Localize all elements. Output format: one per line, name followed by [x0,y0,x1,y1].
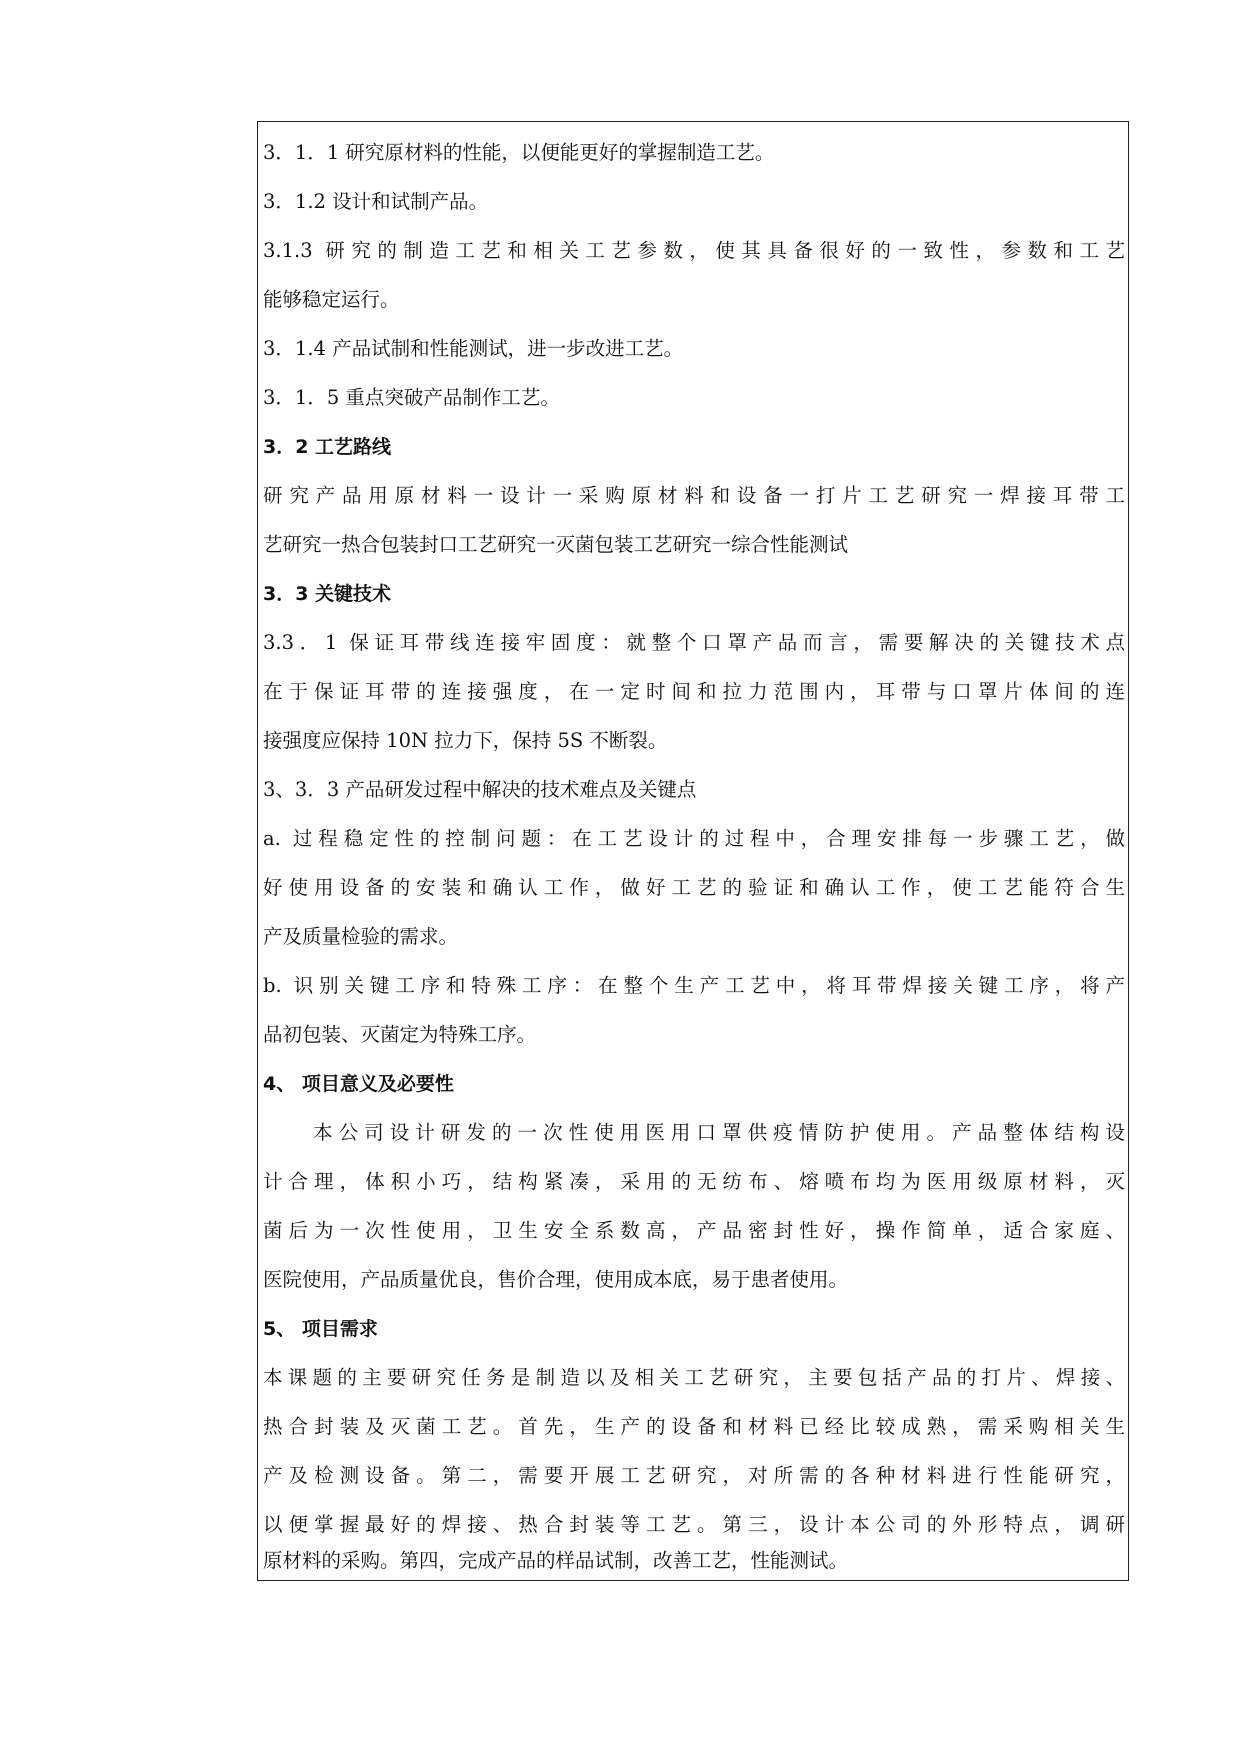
key-tech-3-3-3: 3、3．3 产品研发过程中解决的技术难点及关键点 [263,778,697,801]
significance-line-2: 计合理，体积小巧，结构紧凑，采用的无纺布、熔喷布均为医用级原材料，灭 [263,1170,1125,1193]
key-tech-3-3-1-line-1: 3.3．1 保证耳带线连接牢固度：就整个口罩产品而言，需要解决的关键技术点 [263,631,1125,654]
significance-line-1: 本公司设计研发的一次性使用医用口罩供疫情防护使用。产品整体结构设 [313,1121,1125,1144]
requirements-line-5: 原材料的采购。第四，完成产品的样品试制，改善工艺，性能测试。 [263,1549,849,1572]
item-a-line-2: 好使用设备的安装和确认工作，做好工艺的验证和确认工作，使工艺能符合生 [263,876,1125,899]
key-tech-3-3-1-line-2: 在于保证耳带的连接强度，在一定时间和拉力范围内，耳带与口罩片体间的连 [263,680,1125,703]
requirements-line-1: 本课题的主要研究任务是制造以及相关工艺研究，主要包括产品的打片、焊接、 [263,1366,1125,1389]
requirements-line-3: 产及检测设备。第二，需要开展工艺研究，对所需的各种材料进行性能研究， [263,1464,1125,1487]
requirements-line-4: 以便掌握最好的焊接、热合封装等工艺。第三，设计本公司的外形特点，调研 [263,1513,1125,1536]
item-3-1-1: 3．1．1 研究原材料的性能，以便能更好的掌握制造工艺。 [263,141,775,164]
item-b-line-1: b. 识别关键工序和特殊工序：在整个生产工艺中，将耳带焊接关键工序，将产 [263,974,1125,997]
item-b-line-2: 品初包装、灭菌定为特殊工序。 [263,1023,537,1046]
key-tech-3-3-1-line-3: 接强度应保持 10N 拉力下，保持 5S 不断裂。 [263,729,668,752]
item-a-line-3: 产及质量检验的需求。 [263,925,459,948]
significance-line-3: 菌后为一次性使用，卫生安全系数高，产品密封性好，操作简单，适合家庭、 [263,1219,1125,1242]
heading-requirements: 5、 项目需求 [263,1318,378,1340]
item-3-1-5: 3．1．5 重点突破产品制作工艺。 [263,386,560,409]
heading-significance: 4、 项目意义及必要性 [263,1073,454,1095]
item-3-1-3-cont: 能够稳定运行。 [263,288,400,311]
heading-process-route: 3．2 工艺路线 [263,436,392,458]
item-3-1-2: 3．1.2 设计和试制产品。 [263,190,489,213]
heading-key-technology: 3．3 关键技术 [263,583,392,605]
process-route-line-2: 艺研究一热合包装封口工艺研究一灭菌包装工艺研究一综合性能测试 [263,533,849,556]
process-route-line-1: 研究产品用原材料一设计一采购原材料和设备一打片工艺研究一焊接耳带工 [263,484,1125,507]
item-3-1-4: 3．1.4 产品试制和性能测试，进一步改进工艺。 [263,337,684,360]
requirements-line-2: 热合封装及灭菌工艺。首先，生产的设备和材料已经比较成熟，需采购相关生 [263,1415,1125,1438]
item-3-1-3: 3.1.3 研究的制造工艺和相关工艺参数，使其具备很好的一致性，参数和工艺 [263,239,1125,262]
item-a-line-1: a. 过程稳定性的控制问题：在工艺设计的过程中，合理安排每一步骤工艺，做 [263,827,1125,850]
significance-line-4: 医院使用，产品质量优良，售价合理，使用成本底，易于患者使用。 [263,1268,849,1291]
